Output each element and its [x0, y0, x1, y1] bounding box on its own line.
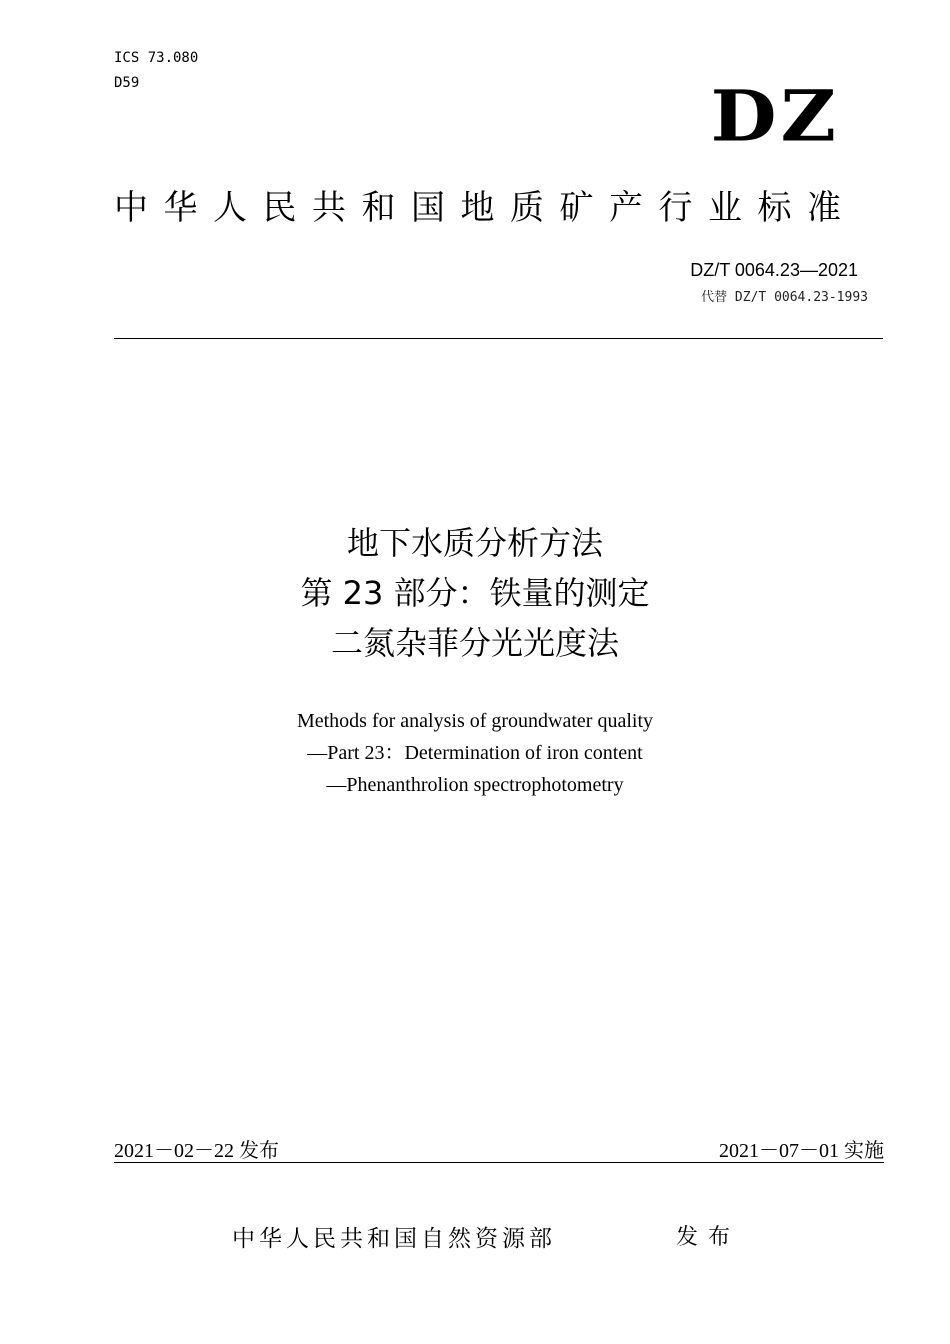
english-title-line-3: —Phenanthrolion spectrophotometry	[326, 774, 624, 796]
chinese-title	[0, 518, 950, 668]
implementation-date: 2021－07－01 实施	[719, 1140, 884, 1162]
standard-category-title: 中华人民共和国地质矿产行业标准	[114, 188, 857, 228]
ics-code: ICS 73.080	[114, 50, 199, 66]
classification-code: D59	[114, 75, 140, 91]
english-title-line-2: —Part 23：Determination of iron content	[307, 742, 643, 764]
chinese-title-line-2: 第 23 部分：铁量的测定	[300, 574, 650, 612]
publish-label: 发布	[676, 1225, 741, 1250]
publisher-name: 中华人民共和国自然资源部	[232, 1226, 556, 1252]
standard-number: DZ/T 0064.23—2021	[690, 260, 858, 280]
replaces-standard: 代替 DZ/T 0064.23-1993	[701, 290, 868, 305]
chinese-title-line-3: 二氮杂菲分光光度法	[330, 624, 619, 662]
dz-logo: DZ	[710, 75, 840, 158]
english-title	[0, 705, 950, 801]
chinese-title-line-1: 地下水质分析方法	[346, 524, 603, 562]
issue-date: 2021－02－22 发布	[114, 1140, 279, 1162]
header-divider	[114, 338, 883, 339]
footer-divider	[114, 1162, 884, 1163]
english-title-line-1: Methods for analysis of groundwater quality	[296, 710, 654, 732]
